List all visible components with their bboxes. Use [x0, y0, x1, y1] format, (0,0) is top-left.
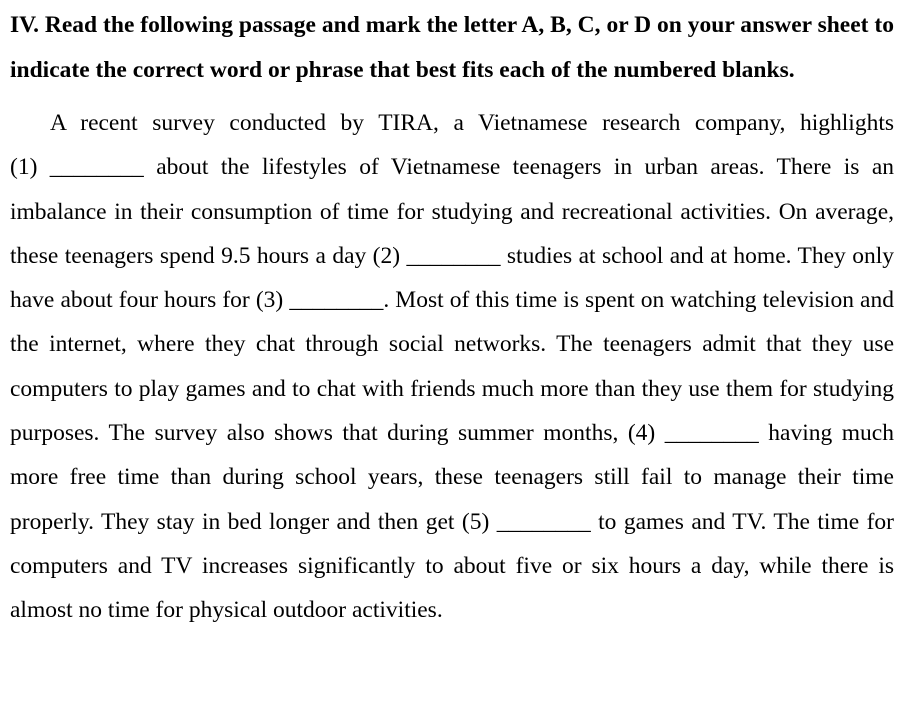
- exercise-page: [10, 0, 894, 633]
- passage-text: A recent survey conducted by TIRA, a Vietnamese research company, highlights: [50, 110, 894, 136]
- blank-1: (1) ________: [10, 154, 144, 181]
- passage-text: about the lifestyles of Vietnamese teenagers in urban areas. There is an imbalance in their consumption of time for studying and recreational activities. On average, these teenagers spend 9.5 hours a day: [10, 154, 894, 269]
- passage-text: having much more free time than during school years, these teenagers still fail to manage their time properly. They stay in bed longer and then get: [10, 420, 894, 535]
- blank-4: (4) ________: [627, 420, 759, 447]
- passage-text: . Most of this time is spent on watching television and the internet, where they chat through social networks. The teenagers admit that they use computers to play games and to chat with friends much more than they use them for studying purposes. The survey also shows that during summer months,: [10, 287, 894, 447]
- reading-passage: [10, 101, 894, 633]
- blank-3: (3) ________: [255, 287, 384, 314]
- blank-2: (2) ________: [372, 242, 501, 269]
- instruction-heading: IV. Read the following passage and mark the letter A, B, C, or D on your answer sheet to indicate the correct word or phrase that best fits each of the numbered blanks.: [10, 12, 894, 83]
- blank-5: (5) ________: [461, 508, 591, 535]
- passage-text: to games and TV. The time for computers and TV increases significantly to about five or six hours a day, while there is almost no time for physical outdoor activities.: [10, 508, 894, 624]
- passage-text: studies at school and at home. They only have about four hours for: [10, 242, 894, 314]
